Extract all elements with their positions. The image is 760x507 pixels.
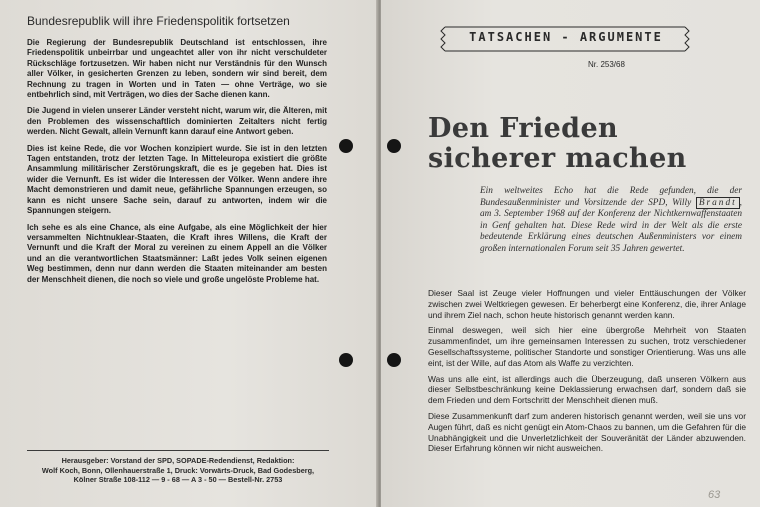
imprint-line: Kölner Straße 108-112 — 9 - 68 — A 3 - 50 — Bestell-Nr. 2753	[73, 475, 283, 485]
imprint-line: Herausgeber: Vorstand der SPD, SOPADE-Redendienst, Redaktion:	[61, 456, 295, 465]
lead-text: , am 3. September 1968 auf der Konferenz der Nichtkernwaffenstaaten in Genf gehalten hat. Diese Rede wird in der Welt als die erste bedeutende Erklärung eines deutschen Außenministers vor einem großen internationalen Forum seit 35 Jahren gewertet.	[480, 197, 742, 254]
punch-hole	[387, 139, 401, 153]
body-paragraph: Diese Zusammenkunft darf zum anderen historisch genannt werden, weil sie uns vor Augen führt, daß es nicht genügt ein Atom-Chaos zu bannen, um die Gefahren für die Unabhängigkeit und die Unverletzlichkeit der Souveränität der Länder abzuwenden. Dieser Erfahrung können wir nicht ausweichen.	[428, 410, 746, 454]
brandt-name-box: Brandt	[696, 197, 740, 209]
imprint-rule	[27, 450, 329, 451]
left-paragraph: Dies ist keine Rede, die vor Wochen konzipiert wurde. Sie ist in den letzten Tagen entstanden, trotz der letzten Tage. In Mitteleuropa existiert die größte Ansammlung militärischer Zerstörungskraft, die es je gegeben hat. Dies ist wider die Vernunft. Es ist wider die Interessen der Völker. Wenn andere ihre Macht demonstrieren und damit neue, gefährliche Spannungen erzeugen, so kann es nicht unsere Sache sein, darauf zu antworten, indem wir die Spannungen steigern.	[27, 143, 327, 216]
left-heading: Bundesrepublik will ihre Friedenspolitik fortsetzen	[27, 14, 290, 28]
issue-number: Nr. 253/68	[588, 60, 625, 69]
body-paragraph: Dieser Saal ist Zeuge vieler Hoffnungen und vieler Enttäuschungen der Völker zwischen zwei Weltkriegen gewesen. Er beherbergt eine Konferenz, die, ihrer Anlage und ihrem Ziel nach, schon heute historisch genannt werden kann.	[428, 288, 746, 320]
pencil-mark: 63	[708, 489, 721, 501]
punch-hole	[339, 353, 353, 367]
right-body	[428, 288, 746, 459]
left-paragraph: Die Regierung der Bundesrepublik Deutschland ist entschlossen, ihre Friedenspolitik unbeirrbar und ungeachtet aller von ihr nicht verschuldeter Rückschläge fortzusetzen. Wir haben nicht nur Verständnis für den Wunsch aller Völker, in gesicherten Grenzen zu leben, sondern wir sind bereit, dem Rechnung zu tragen in Worten und in Taten — ohne Verträge, wo sie entbehrlich sind, mit Verträgen, wo dies der Sache dienen kann.	[27, 38, 327, 100]
title-line: Den Frieden	[428, 113, 619, 144]
punch-hole	[387, 353, 401, 367]
left-body	[27, 38, 327, 291]
punch-hole	[339, 139, 353, 153]
left-paragraph: Ich sehe es als eine Chance, als eine Aufgabe, als eine Möglichkeit der hier versammelten Nichtnuklear-Staaten, die Kraft ihres Willens, die Kraft der Vernunft und die Kraft der Moral zu vereinen zu einem Appell an die Völker und an die verantwortlichen Staatsmänner: Laßt jedes Volk seinen eigenen Weg bestimmen, denn nur dann werden die Staaten miteinander am besten der Menschheit dienen, die noch so viele und große ungelöste Probleme hat.	[27, 222, 327, 284]
body-paragraph: Was uns alle eint, ist allerdings auch die Überzeugung, daß unseren Völkern aus dieser Selbstbeschränkung keine Deklassierung erwachsen darf, sondern daß sie dem Frieden und dem Fortschritt der Menschheit dienen muß.	[428, 373, 746, 406]
imprint-line: Wolf Koch, Bonn, Ollenhauerstraße 1, Druck: Vorwärts-Druck, Bad Godesberg,	[41, 465, 315, 475]
banner-title: TATSACHEN - ARGUMENTE	[469, 30, 663, 44]
page-title	[428, 114, 748, 174]
title-line: sicherer machen	[428, 143, 687, 174]
imprint	[27, 456, 329, 485]
left-page	[0, 0, 378, 507]
lead-paragraph	[480, 186, 742, 256]
left-paragraph: Die Jugend in vielen unserer Länder versteht nicht, warum wir, die Älteren, mit den Problemen des wissenschaftlich dominierten Zeitalters nicht fertig werden. Nicht Gewalt, allein Vernunft kann darauf eine Antwort geben.	[27, 106, 327, 137]
lead-text: Ein weltweites Echo hat die Rede gefunden, die der Bundesaußenminister und Vorsitzende der SPD, Willy	[480, 186, 742, 208]
body-paragraph: Einmal deswegen, weil sich hier eine übergroße Mehrheit von Staaten zusammenfindet, um ihre gemeinsamen Interessen zu suchen, trotz verschiedener Gesellschaftssysteme, politischer Standorte und sonstiger Orientierung. Was uns alle eint, ist der Wille, auf das Atom als Waffe zu verzichten.	[428, 325, 746, 368]
banner	[435, 24, 695, 54]
